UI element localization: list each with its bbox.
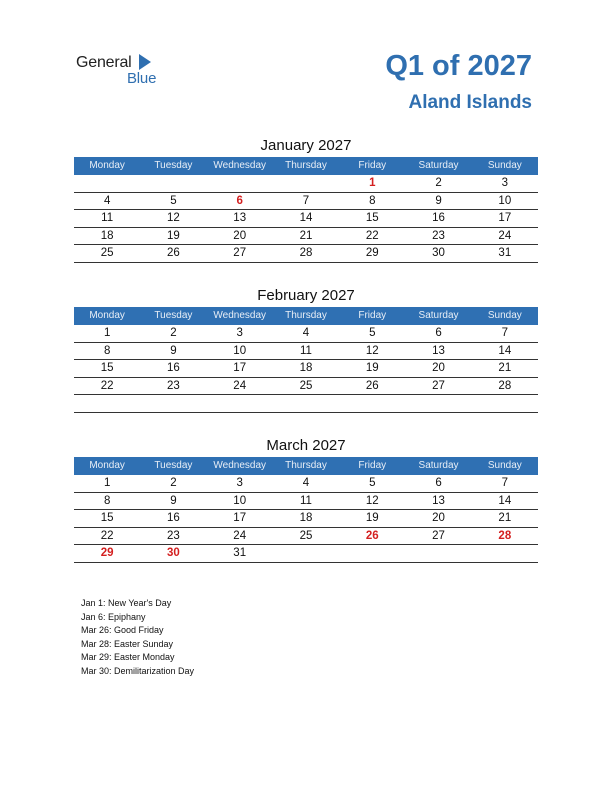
day-cell: 4 [302,477,310,489]
week-row [74,193,538,211]
week-row [74,245,538,263]
day-cell: 16 [167,512,180,524]
day-cell: 21 [498,512,512,524]
weekday-label: Thursday [285,460,327,471]
weekday-header [74,157,538,175]
week-row [74,378,538,396]
week-row [74,493,538,511]
day-cell: 9 [435,194,442,207]
day-cell: 13 [432,494,445,507]
weekday-label: Saturday [418,460,459,471]
day-cell: 27 [432,529,445,542]
day-cell: 25 [100,247,114,259]
day-cell: 7 [302,194,310,207]
weekday-label: Thursday [285,160,327,171]
day-cell: 15 [365,212,379,224]
day-cell: 19 [365,512,379,524]
day-cell: 4 [302,327,310,339]
day-cell: 2 [170,327,177,339]
day-cell: 10 [498,194,512,207]
logo-blue-text: Blue [127,70,157,87]
day-cell [273,545,339,562]
day-cell: 28 [299,247,313,259]
day-cell: 14 [498,344,512,357]
week-row [74,510,538,528]
month-title: February 2027 [257,287,355,304]
day-cell: 10 [233,344,247,357]
weekday-label: Wednesday [213,310,267,321]
day-cell [207,395,273,412]
day-cell: 12 [365,344,379,357]
day-cell: 20 [432,362,445,374]
week-row [74,343,538,361]
day-cell: 3 [236,327,243,339]
weekday-label: Monday [89,310,125,321]
day-cell: 23 [167,529,180,542]
day-cell: 22 [100,529,114,542]
holiday-list [81,597,194,679]
day-cell: 23 [167,379,180,392]
day-cell: 18 [299,512,313,524]
day-cell: 12 [167,212,180,224]
day-cell: 6 [435,477,442,489]
day-cell: 26 [365,379,379,392]
day-cell: 11 [101,212,114,224]
day-cell: 13 [233,212,247,224]
day-cell: 18 [100,229,114,242]
week-row [74,475,538,493]
day-cell: 13 [432,344,445,357]
weekday-header [74,457,538,475]
weekday-label: Monday [89,460,125,471]
day-cell: 31 [498,247,512,259]
week-row [74,210,538,228]
holiday-item: Mar 29: Easter Monday [81,652,175,663]
day-cell: 28 [498,529,512,542]
day-cell [74,395,140,412]
holiday-item: Jan 1: New Year's Day [81,598,172,608]
day-cell: 25 [299,379,313,392]
day-cell: 7 [501,327,509,339]
weekday-label: Monday [89,160,125,171]
weekday-label: Tuesday [154,310,193,321]
day-cell: 25 [299,529,313,542]
day-cell: 30 [167,547,180,559]
day-cell [273,175,339,192]
day-cell: 11 [300,494,312,507]
weekday-label: Tuesday [154,160,193,171]
week-row [74,545,538,563]
logo-general-text: General [76,54,132,71]
day-cell: 14 [299,212,313,224]
day-cell: 1 [103,327,111,339]
day-cell: 26 [167,247,180,259]
day-cell: 6 [435,327,442,339]
month-calendar [74,285,538,413]
day-cell: 21 [498,362,512,374]
day-cell: 16 [167,362,180,374]
day-cell [74,175,140,192]
day-cell [405,545,471,562]
day-cell [339,395,405,412]
holiday-item: Jan 6: Epiphany [81,611,146,622]
month-title: January 2027 [260,137,352,154]
month-calendar [74,435,538,563]
day-cell: 1 [103,477,111,489]
day-cell: 27 [233,247,247,259]
day-cell: 1 [369,177,376,189]
day-cell: 17 [233,362,247,374]
weekday-label: Sunday [487,310,522,321]
day-cell: 15 [100,362,114,374]
month-title: March 2027 [266,437,346,454]
day-cell: 19 [365,362,379,374]
day-cell: 10 [233,494,247,507]
day-cell: 3 [236,477,243,489]
day-cell [207,175,273,192]
day-cell: 28 [498,379,512,392]
day-cell: 3 [501,177,509,189]
day-cell: 21 [299,229,313,242]
week-row [74,175,538,193]
week-row [74,360,538,378]
holiday-item: Mar 30: Demilitarization Day [81,665,195,676]
month-calendar [74,135,538,263]
week-row [74,325,538,343]
holiday-item: Mar 28: Easter Sunday [81,638,174,649]
day-cell: 14 [498,494,512,507]
day-cell: 24 [498,229,512,242]
day-cell: 20 [432,512,445,524]
day-cell: 29 [100,547,114,559]
weekday-label: Tuesday [154,460,193,471]
day-cell: 2 [435,177,442,189]
day-cell: 16 [432,212,445,224]
weekday-label: Friday [358,160,387,171]
weekday-label: Sunday [487,460,522,471]
day-cell: 19 [167,229,180,242]
day-cell [140,395,206,412]
day-cell [273,395,339,412]
day-cell: 18 [299,362,313,374]
day-cell: 9 [170,494,177,507]
week-row [74,228,538,246]
day-cell: 31 [233,547,247,559]
day-cell [140,175,206,192]
day-cell: 27 [432,379,445,392]
weekday-label: Saturday [418,310,459,321]
day-cell: 7 [501,477,509,489]
day-cell: 11 [300,344,312,357]
day-cell [405,395,471,412]
day-cell: 23 [432,229,445,242]
weekday-label: Thursday [285,310,327,321]
day-cell: 22 [100,379,114,392]
day-cell [472,545,538,562]
day-cell: 29 [365,247,379,259]
day-cell: 24 [233,379,247,392]
holiday-item: Mar 26: Good Friday [81,625,164,636]
page-subtitle: Aland Islands [408,92,532,113]
weekday-label: Wednesday [213,460,267,471]
day-cell: 8 [369,194,376,207]
weekday-label: Sunday [487,160,522,171]
day-cell: 30 [432,247,445,259]
day-cell: 8 [103,494,111,507]
day-cell: 4 [103,194,111,207]
page-title: Q1 of 2027 [385,50,532,82]
day-cell: 6 [236,194,243,207]
logo [76,50,176,90]
day-cell [472,395,538,412]
week-row [74,395,538,413]
day-cell: 5 [170,194,177,207]
weekday-label: Wednesday [213,160,267,171]
day-cell: 26 [365,529,379,542]
day-cell: 17 [498,212,512,224]
week-row [74,528,538,546]
day-cell: 22 [365,229,379,242]
logo-flag-icon [139,54,151,70]
weekday-label: Friday [358,460,387,471]
day-cell: 17 [233,512,247,524]
weekday-label: Saturday [418,160,459,171]
day-cell: 2 [170,477,177,489]
weekday-header [74,307,538,325]
day-cell: 8 [103,344,111,357]
day-cell: 15 [100,512,114,524]
day-cell: 12 [365,494,379,507]
weekday-label: Friday [358,310,387,321]
day-cell: 20 [233,229,247,242]
day-cell [339,545,405,562]
day-cell: 9 [170,344,177,357]
day-cell: 24 [233,529,247,542]
day-cell: 5 [369,327,376,339]
day-cell: 5 [369,477,376,489]
